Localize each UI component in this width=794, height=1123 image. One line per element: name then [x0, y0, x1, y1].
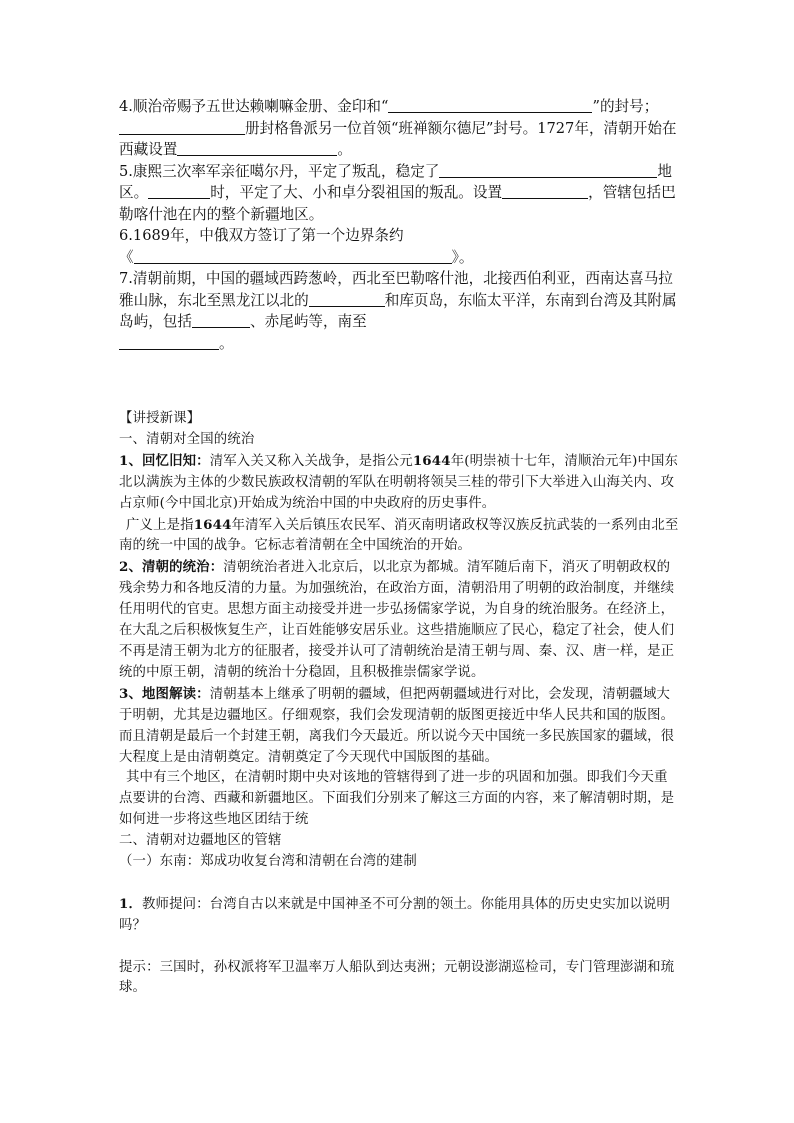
- lesson-heading: 【讲授新课】: [119, 411, 201, 426]
- review-question-5: [119, 161, 679, 226]
- paragraph-text: 清军入关又称入关战争，是指公元: [209, 453, 413, 469]
- q7-text-2: 和库页岛，东临太平洋，东南到台湾及其附属岛屿，包括: [119, 291, 677, 330]
- paragraph-text: 广义上是指: [126, 517, 194, 533]
- blank-emperor[interactable]: [119, 119, 245, 135]
- q7-text-3: 、赤尾屿等，南至: [249, 313, 367, 330]
- paragraph-qing-rule: [119, 557, 679, 683]
- blank-tibet-office[interactable]: [177, 140, 337, 156]
- spacer: [119, 937, 679, 958]
- section-1-title: 一、清朝对全国的统治: [119, 431, 255, 447]
- section-2-title: 二、清朝对边疆地区的管辖: [119, 833, 282, 849]
- paragraph-text: 年(明崇祯十七年，清顺治元年)中国东北以满族为主体的少数民族政权清朝的军队在明朝将领吴三桂的带引下大举进入山海关内、攻占京师(今中国北京)开始成为统治中国的中央政府的历史事件。: [119, 453, 679, 511]
- paragraph-broad-sense: [119, 515, 679, 558]
- blank-xinjiang-office[interactable]: [502, 183, 588, 199]
- blank-island[interactable]: [192, 312, 250, 328]
- q5-text-2: 地区。: [119, 162, 673, 201]
- blank-title[interactable]: [388, 97, 592, 113]
- q4-text-3: 册封格鲁派另一位首领“班禅额尔德尼”封号。1727年，清朝开始在西藏设置: [119, 119, 677, 158]
- review-question-6: [119, 225, 679, 268]
- question-text: 教师提问：台湾自古以来就是中国神圣不可分割的领土。你能用具体的历史史实加以说明吗？: [119, 896, 671, 933]
- review-question-4: [119, 96, 679, 161]
- hint-paragraph: 提示：三国时，孙权派将军卫温率万人船队到达夷洲；元朝设澎湖巡检司，专门管理澎湖和琉球。: [119, 959, 675, 996]
- q4-text-2: ”的封号；: [592, 98, 659, 115]
- blank-south[interactable]: [119, 334, 219, 350]
- review-exercises: [119, 96, 679, 354]
- lesson-content: [119, 409, 679, 999]
- q6-text-1: 6.1689年，中俄双方签订了第一个边界条约: [119, 227, 404, 244]
- paragraph-text: 清朝基本上继承了明朝的疆域，但把两朝疆域进行对比，会发现，清朝疆域大于明朝，尤其是边疆地区。仔细观察，我们会发现清朝的版图更接近中华人民共和国的版图。而且清朝是最后一个封建王朝，离我们今天最近。所以说今天中国统一多民族国家的疆域，很大程度上是由清朝奠定。清朝奠定了今天现代中国版图的基础。: [119, 686, 675, 765]
- year-1644: 1644: [193, 516, 232, 533]
- paragraph-label: 3、地图解读：: [119, 685, 210, 702]
- q6-text-2: 《: [119, 248, 134, 266]
- paragraph-text: 清朝统治者进入北京后，以北京为都城。清军随后南下，消灭了明朝政权的残余势力和各地反清的力量。为加强统治，在政治方面，清朝沿用了明朝的政治制度，并继续任用明代的官吏。思想方面主动接受并进一步弘扬儒家学说，为自身的统治服务。在经济上，在大乱之后积极恢复生产，让百姓能够安居乐业。这些措施顺应了民心，稳定了社会，使人们不再是清王朝为北方的征服者，接受并认可了清朝统治是清王朝与周、秦、汉、唐一样，是正统的中原王朝，清朝的统治十分稳固，且积极推崇儒家学说。: [119, 560, 675, 680]
- spacer: [119, 873, 679, 894]
- paragraph-text: 年清军入关后镇压农民军、消灭南明诸政权等汉族反抗武装的一系列由北至南的统一中国的战争。它标志着清朝在全中国统治的开始。: [119, 517, 679, 554]
- q5-text-3: 时，平定了大、小和卓分裂祖国的叛乱。设置: [210, 184, 503, 201]
- blank-emperor-2[interactable]: [148, 183, 210, 199]
- question-number: 1．: [119, 895, 143, 912]
- q6-text-3: 》。: [451, 248, 474, 266]
- paragraph-label: 2、清朝的统治：: [119, 559, 224, 576]
- paragraph-review-old: [119, 451, 679, 515]
- teacher-question: [119, 894, 679, 937]
- review-question-7: [119, 268, 679, 354]
- q4-text-1: 4.顺治帝赐予五世达赖喇嘛金册、金印和“: [119, 98, 389, 115]
- blank-treaty[interactable]: [134, 248, 452, 264]
- blank-northeast[interactable]: [309, 291, 385, 307]
- q5-text-1: 5.康熙三次率军亲征噶尔丹，平定了叛乱，稳定了: [119, 162, 440, 180]
- q7-text-1: 7.清朝前期，中国的疆域西跨葱岭，西北至巴勒喀什池，北接西伯利亚，西南达喜马拉雅山脉，东北至黑龙江以北的: [119, 270, 673, 309]
- paragraph-label: 1、回忆旧知：: [119, 452, 210, 469]
- subsection-southeast: （一）东南：郑成功收复台湾和清朝在台湾的建制: [119, 854, 417, 870]
- paragraph-map-reading: [119, 684, 679, 769]
- q5-text-4: ，管辖包括巴勒喀什池在内的整个新疆地区。: [119, 184, 676, 223]
- q4-text-4: 。: [337, 141, 352, 158]
- paragraph-three-regions: 其中有三个地区，在清朝时期中央对该地的管辖得到了进一步的巩固和加强。即我们今天重点要讲的台湾、西藏和新疆地区。下面我们分别来了解这三方面的内容，来了解清朝时期，是如何进一步将这些地区团结于统: [119, 770, 675, 828]
- q7-text-4: 。: [219, 334, 234, 352]
- year-1644: 1644: [412, 452, 451, 469]
- blank-stabilized-region[interactable]: [439, 162, 657, 178]
